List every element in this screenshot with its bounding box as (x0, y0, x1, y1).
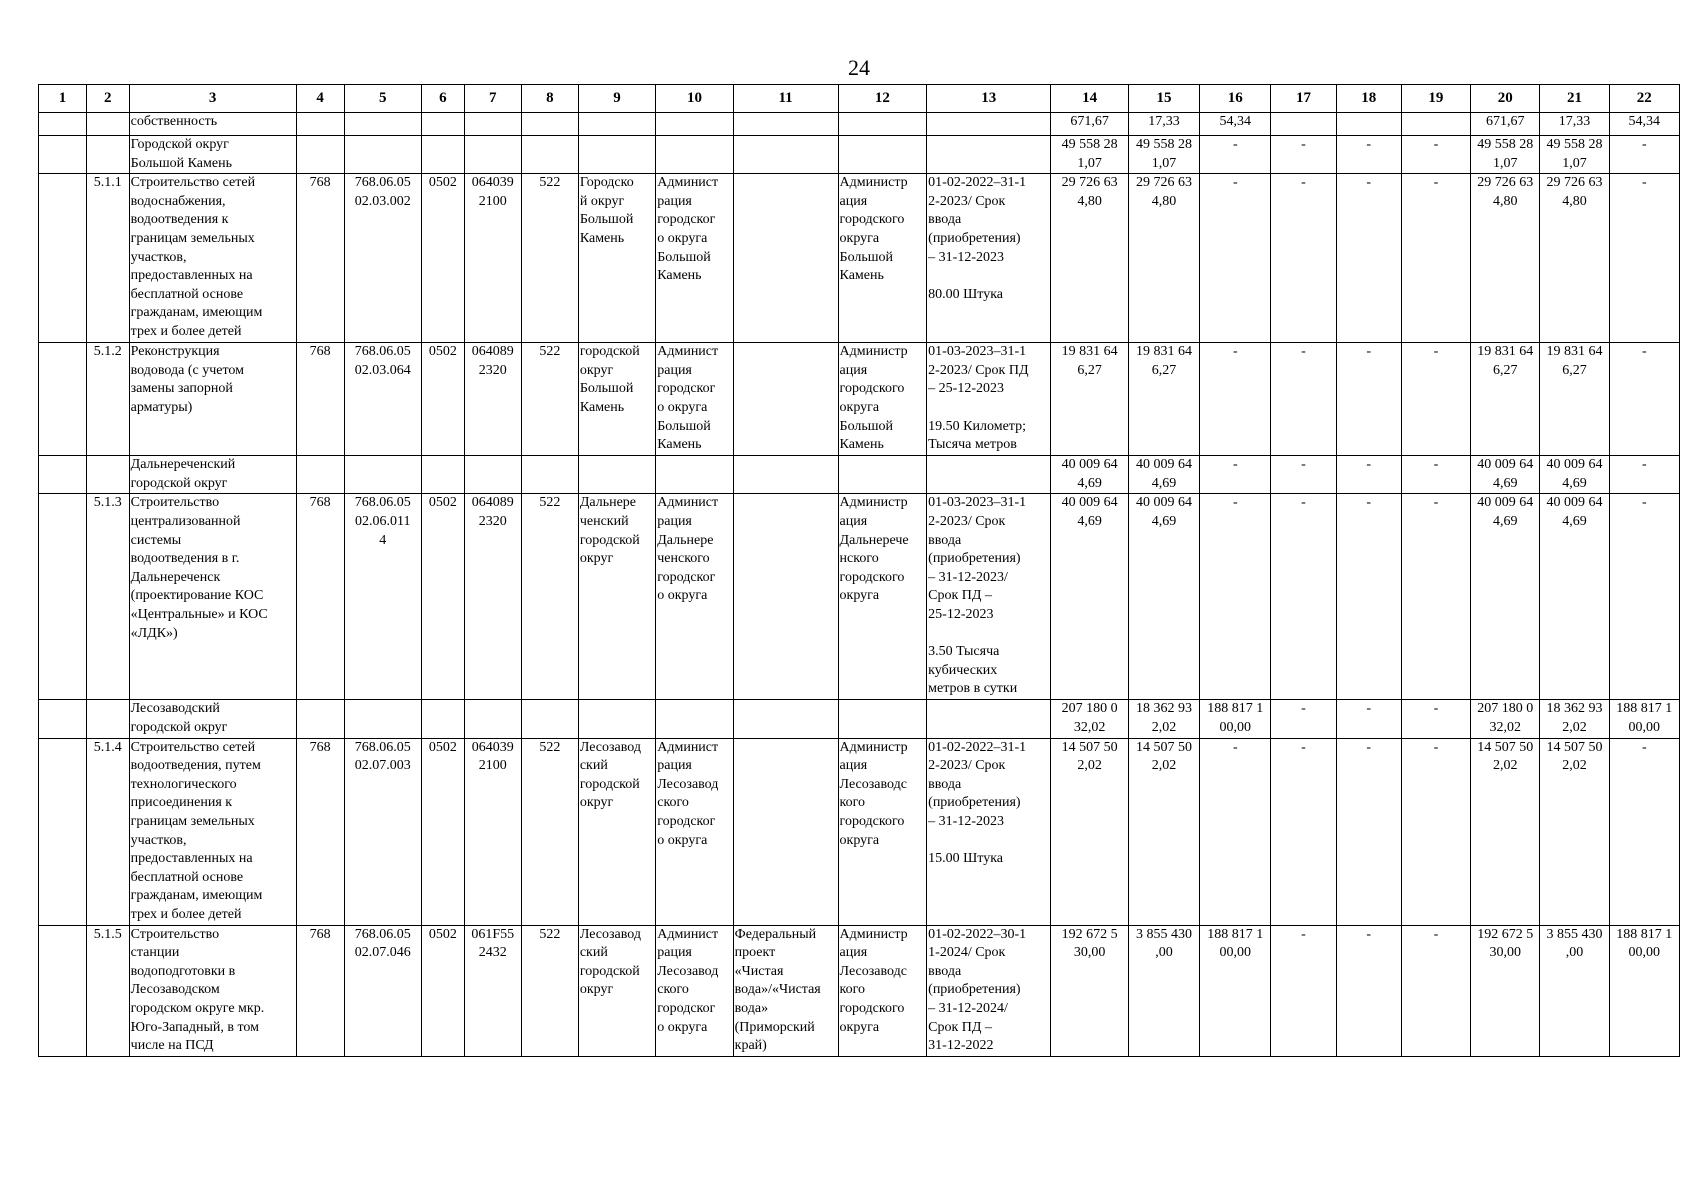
table-cell-col-11 (733, 738, 838, 925)
table-cell-col-6: 0502 (421, 174, 464, 343)
table-cell-col-1 (39, 456, 87, 494)
table-cell-col-18: - (1336, 343, 1401, 456)
table-cell-col-20: 19 831 64 6,27 (1471, 343, 1540, 456)
table-cell-col-9 (578, 136, 655, 174)
table-cell-col-16: 188 817 1 00,00 (1200, 700, 1271, 738)
table-cell-col-15: 17,33 (1128, 113, 1199, 136)
table-cell-col-22: - (1609, 174, 1679, 343)
table-cell-col-13: 01-03-2023–31-1 2-2023/ Срок ПД – 25-12-2023 19.50 Километр; Тысяча метров (927, 343, 1051, 456)
table-cell-col-22: 188 817 1 00,00 (1609, 700, 1679, 738)
table-cell-col-7 (464, 136, 521, 174)
table-cell-col-8: 522 (521, 343, 578, 456)
table-cell-col-20: 40 009 64 4,69 (1471, 494, 1540, 700)
table-cell-col-7: 064039 2100 (464, 738, 521, 925)
table-cell-col-11 (733, 700, 838, 738)
table-cell-col-20: 207 180 0 32,02 (1471, 700, 1540, 738)
table-cell-col-18: - (1336, 738, 1401, 925)
table-cell-col-15: 49 558 28 1,07 (1128, 136, 1199, 174)
table-cell-col-10: Админист рация Лесозавод ского городског о округа (656, 738, 733, 925)
table-cell-col-19: - (1401, 925, 1470, 1056)
page-number: 24 (848, 55, 870, 80)
table-row (39, 700, 1680, 738)
column-header: 8 (521, 85, 578, 113)
table-cell-col-10: Админист рация городског о округа Большой Камень (656, 174, 733, 343)
table-cell-col-13: 01-02-2022–31-1 2-2023/ Срок ввода (приобретения) – 31-12-2023 15.00 Штука (927, 738, 1051, 925)
table-cell-col-12 (838, 456, 927, 494)
table-cell-col-3: Строительство сетей водоснабжения, водоотведения к границам земельных участков, предоставленных на бесплатной основе гражданам, имеющим трех и более детей (129, 174, 296, 343)
column-header: 7 (464, 85, 521, 113)
table-cell-col-22: - (1609, 494, 1679, 700)
table-cell-col-6 (421, 136, 464, 174)
table-cell-col-18: - (1336, 925, 1401, 1056)
table-cell-col-12: Администр ация городского округа Большой Камень (838, 174, 927, 343)
column-header: 11 (733, 85, 838, 113)
table-cell-col-14: 40 009 64 4,69 (1051, 494, 1128, 700)
table-cell-col-14: 19 831 64 6,27 (1051, 343, 1128, 456)
table-cell-col-16: - (1200, 456, 1271, 494)
table-cell-col-8: 522 (521, 174, 578, 343)
table-cell-col-17: - (1271, 494, 1336, 700)
table-cell-col-1 (39, 343, 87, 456)
column-header: 20 (1471, 85, 1540, 113)
table-row (39, 494, 1680, 700)
table-cell-col-4: 768 (296, 738, 344, 925)
column-header: 22 (1609, 85, 1679, 113)
table-cell-col-22: - (1609, 738, 1679, 925)
column-header: 21 (1540, 85, 1609, 113)
table-row (39, 174, 1680, 343)
table-cell-col-7 (464, 113, 521, 136)
table-cell-col-16: - (1200, 494, 1271, 700)
table-cell-col-18: - (1336, 456, 1401, 494)
table-body (39, 113, 1680, 1057)
table-cell-col-15: 40 009 64 4,69 (1128, 494, 1199, 700)
table-cell-col-6: 0502 (421, 738, 464, 925)
table-cell-col-7: 064089 2320 (464, 494, 521, 700)
table-cell-col-2: 5.1.1 (86, 174, 129, 343)
table-cell-col-6 (421, 113, 464, 136)
table-cell-col-17: - (1271, 925, 1336, 1056)
header-row (39, 85, 1680, 113)
table-cell-col-2 (86, 113, 129, 136)
table-cell-col-11 (733, 343, 838, 456)
table-cell-col-15: 18 362 93 2,02 (1128, 700, 1199, 738)
table-cell-col-1 (39, 174, 87, 343)
column-header: 19 (1401, 85, 1470, 113)
table-cell-col-19: - (1401, 494, 1470, 700)
table-cell-col-20: 29 726 63 4,80 (1471, 174, 1540, 343)
table-cell-col-9 (578, 456, 655, 494)
table-cell-col-6: 0502 (421, 343, 464, 456)
table-cell-col-18 (1336, 113, 1401, 136)
table-cell-col-21: 3 855 430 ,00 (1540, 925, 1609, 1056)
table-cell-col-11 (733, 113, 838, 136)
column-header: 10 (656, 85, 733, 113)
table-cell-col-17: - (1271, 343, 1336, 456)
table-cell-col-11 (733, 494, 838, 700)
table-cell-col-2: 5.1.2 (86, 343, 129, 456)
column-header: 13 (927, 85, 1051, 113)
table-cell-col-11 (733, 174, 838, 343)
table-cell-col-15: 29 726 63 4,80 (1128, 174, 1199, 343)
table-row (39, 343, 1680, 456)
table-cell-col-2 (86, 700, 129, 738)
table-cell-col-18: - (1336, 174, 1401, 343)
table-cell-col-5: 768.06.05 02.07.003 (344, 738, 421, 925)
table-cell-col-12 (838, 700, 927, 738)
table-cell-col-21: 40 009 64 4,69 (1540, 456, 1609, 494)
table-cell-col-15: 14 507 50 2,02 (1128, 738, 1199, 925)
table-cell-col-21: 14 507 50 2,02 (1540, 738, 1609, 925)
table-cell-col-13 (927, 700, 1051, 738)
table-cell-col-10 (656, 456, 733, 494)
table-cell-col-18: - (1336, 136, 1401, 174)
table-cell-col-7: 064039 2100 (464, 174, 521, 343)
table-cell-col-18: - (1336, 700, 1401, 738)
table-row (39, 738, 1680, 925)
table-cell-col-3: Строительство централизованной системы водоотведения в г. Дальнереченск (проектирование КОС «Центральные» и КОС «ЛДК») (129, 494, 296, 700)
table-cell-col-9: городской округ Большой Камень (578, 343, 655, 456)
table-cell-col-17: - (1271, 738, 1336, 925)
table-cell-col-5 (344, 700, 421, 738)
table-cell-col-22: 188 817 1 00,00 (1609, 925, 1679, 1056)
table-cell-col-10 (656, 136, 733, 174)
table-cell-col-14: 49 558 28 1,07 (1051, 136, 1128, 174)
table-cell-col-8 (521, 700, 578, 738)
column-header: 3 (129, 85, 296, 113)
table-cell-col-22: - (1609, 343, 1679, 456)
table-cell-col-8 (521, 136, 578, 174)
table-cell-col-6: 0502 (421, 494, 464, 700)
column-header: 18 (1336, 85, 1401, 113)
table-cell-col-5: 768.06.05 02.06.011 4 (344, 494, 421, 700)
table-cell-col-7 (464, 456, 521, 494)
table-cell-col-8 (521, 456, 578, 494)
table-cell-col-11 (733, 136, 838, 174)
table-cell-col-4 (296, 113, 344, 136)
table-cell-col-16: 54,34 (1200, 113, 1271, 136)
table-cell-col-21: 17,33 (1540, 113, 1609, 136)
table-cell-col-13 (927, 136, 1051, 174)
table-cell-col-19: - (1401, 456, 1470, 494)
table-row (39, 136, 1680, 174)
table-cell-col-14: 29 726 63 4,80 (1051, 174, 1128, 343)
table-cell-col-7: 064089 2320 (464, 343, 521, 456)
table-cell-col-3: Строительство сетей водоотведения, путем технологического присоединения к границам земельных участков, предоставленных на бесплатной основе гражданам, имеющим трех и более детей (129, 738, 296, 925)
budget-table (38, 84, 1680, 1057)
table-cell-col-17 (1271, 113, 1336, 136)
table-cell-col-13 (927, 113, 1051, 136)
table-cell-col-5 (344, 136, 421, 174)
table-cell-col-12 (838, 136, 927, 174)
table-cell-col-10 (656, 700, 733, 738)
table-cell-col-9 (578, 700, 655, 738)
table-cell-col-14: 14 507 50 2,02 (1051, 738, 1128, 925)
table-cell-col-6: 0502 (421, 925, 464, 1056)
table-cell-col-2 (86, 456, 129, 494)
table-cell-col-19: - (1401, 700, 1470, 738)
table-cell-col-1 (39, 113, 87, 136)
table-cell-col-16: 188 817 1 00,00 (1200, 925, 1271, 1056)
table-cell-col-11 (733, 456, 838, 494)
table-cell-col-9: Лесозавод ский городской округ (578, 925, 655, 1056)
table-cell-col-4: 768 (296, 925, 344, 1056)
table-cell-col-5 (344, 456, 421, 494)
table-cell-col-16: - (1200, 174, 1271, 343)
table-cell-col-1 (39, 925, 87, 1056)
table-cell-col-1 (39, 136, 87, 174)
table-cell-col-16: - (1200, 343, 1271, 456)
table-cell-col-12: Администр ация городского округа Большой Камень (838, 343, 927, 456)
table-cell-col-10: Админист рация Лесозавод ского городског о округа (656, 925, 733, 1056)
table-cell-col-4 (296, 456, 344, 494)
table-cell-col-21: 19 831 64 6,27 (1540, 343, 1609, 456)
table-cell-col-13 (927, 456, 1051, 494)
table-cell-col-1 (39, 494, 87, 700)
table-cell-col-19: - (1401, 174, 1470, 343)
table-cell-col-16: - (1200, 738, 1271, 925)
table-cell-col-19 (1401, 113, 1470, 136)
table-cell-col-20: 671,67 (1471, 113, 1540, 136)
table-cell-col-20: 192 672 5 30,00 (1471, 925, 1540, 1056)
column-header: 1 (39, 85, 87, 113)
column-header: 5 (344, 85, 421, 113)
table-cell-col-19: - (1401, 343, 1470, 456)
table-cell-col-13: 01-03-2023–31-1 2-2023/ Срок ввода (приобретения) – 31-12-2023/ Срок ПД – 25-12-2023 3.50 Тысяча кубических метров в сутки (927, 494, 1051, 700)
table-cell-col-4 (296, 136, 344, 174)
table-row (39, 925, 1680, 1056)
table-cell-col-14: 40 009 64 4,69 (1051, 456, 1128, 494)
table-cell-col-20: 49 558 28 1,07 (1471, 136, 1540, 174)
table-cell-col-11: Федеральный проект «Чистая вода»/«Чистая вода» (Приморский край) (733, 925, 838, 1056)
column-header: 12 (838, 85, 927, 113)
table-cell-col-13: 01-02-2022–31-1 2-2023/ Срок ввода (приобретения) – 31-12-2023 80.00 Штука (927, 174, 1051, 343)
table-cell-col-4: 768 (296, 174, 344, 343)
table-cell-col-9: Лесозавод ский городской округ (578, 738, 655, 925)
column-header: 6 (421, 85, 464, 113)
table-cell-col-6 (421, 456, 464, 494)
table-cell-col-20: 14 507 50 2,02 (1471, 738, 1540, 925)
table-cell-col-5: 768.06.05 02.03.002 (344, 174, 421, 343)
table-cell-col-22: - (1609, 136, 1679, 174)
table-cell-col-9 (578, 113, 655, 136)
table-cell-col-9: Городско й округ Большой Камень (578, 174, 655, 343)
table-cell-col-4 (296, 700, 344, 738)
table-cell-col-12: Администр ация Лесозаводс кого городского округа (838, 738, 927, 925)
table-cell-col-13: 01-02-2022–30-1 1-2024/ Срок ввода (приобретения) – 31-12-2024/ Срок ПД – 31-12-2022 (927, 925, 1051, 1056)
table-cell-col-8: 522 (521, 925, 578, 1056)
table-cell-col-2: 5.1.5 (86, 925, 129, 1056)
table-cell-col-2: 5.1.4 (86, 738, 129, 925)
table-cell-col-3: собственность (129, 113, 296, 136)
table-cell-col-18: - (1336, 494, 1401, 700)
table-cell-col-21: 40 009 64 4,69 (1540, 494, 1609, 700)
column-header: 15 (1128, 85, 1199, 113)
table-cell-col-10: Админист рация Дальнере ченского городског о округа (656, 494, 733, 700)
table-cell-col-3: Реконструкция водовода (с учетом замены запорной арматуры) (129, 343, 296, 456)
table-cell-col-17: - (1271, 456, 1336, 494)
table-cell-col-3: Лесозаводский городской округ (129, 700, 296, 738)
table-cell-col-17: - (1271, 700, 1336, 738)
table-cell-col-16: - (1200, 136, 1271, 174)
table-cell-col-7: 061F55 2432 (464, 925, 521, 1056)
table-cell-col-21: 18 362 93 2,02 (1540, 700, 1609, 738)
table-cell-col-12: Администр ация Дальнерече нского городского округа (838, 494, 927, 700)
table-cell-col-22: 54,34 (1609, 113, 1679, 136)
table-cell-col-3: Дальнереченский городской округ (129, 456, 296, 494)
table-cell-col-4: 768 (296, 494, 344, 700)
table-cell-col-14: 207 180 0 32,02 (1051, 700, 1128, 738)
table-cell-col-9: Дальнере ченский городской округ (578, 494, 655, 700)
table-cell-col-3: Городской округ Большой Камень (129, 136, 296, 174)
table-cell-col-21: 29 726 63 4,80 (1540, 174, 1609, 343)
table-cell-col-15: 3 855 430 ,00 (1128, 925, 1199, 1056)
column-header: 14 (1051, 85, 1128, 113)
column-header: 4 (296, 85, 344, 113)
table-cell-col-15: 40 009 64 4,69 (1128, 456, 1199, 494)
table-cell-col-2: 5.1.3 (86, 494, 129, 700)
table-row (39, 456, 1680, 494)
table-cell-col-6 (421, 700, 464, 738)
table-cell-col-21: 49 558 28 1,07 (1540, 136, 1609, 174)
table-cell-col-5 (344, 113, 421, 136)
table-cell-col-17: - (1271, 136, 1336, 174)
table-cell-col-2 (86, 136, 129, 174)
table-cell-col-12 (838, 113, 927, 136)
column-header: 17 (1271, 85, 1336, 113)
table-cell-col-20: 40 009 64 4,69 (1471, 456, 1540, 494)
column-header: 2 (86, 85, 129, 113)
column-header: 9 (578, 85, 655, 113)
table-cell-col-19: - (1401, 738, 1470, 925)
table-cell-col-14: 192 672 5 30,00 (1051, 925, 1128, 1056)
table-cell-col-14: 671,67 (1051, 113, 1128, 136)
table-cell-col-10: Админист рация городског о округа Большой Камень (656, 343, 733, 456)
table-cell-col-15: 19 831 64 6,27 (1128, 343, 1199, 456)
table-cell-col-5: 768.06.05 02.07.046 (344, 925, 421, 1056)
table-cell-col-1 (39, 700, 87, 738)
table-cell-col-1 (39, 738, 87, 925)
table-cell-col-3: Строительство станции водоподготовки в Лесозаводском городском округе мкр. Юго-Западный, в том числе на ПСД (129, 925, 296, 1056)
table-cell-col-8: 522 (521, 494, 578, 700)
table-cell-col-4: 768 (296, 343, 344, 456)
table-cell-col-19: - (1401, 136, 1470, 174)
table-cell-col-7 (464, 700, 521, 738)
table-cell-col-5: 768.06.05 02.03.064 (344, 343, 421, 456)
table-cell-col-10 (656, 113, 733, 136)
table-cell-col-12: Администр ация Лесозаводс кого городского округа (838, 925, 927, 1056)
table-cell-col-8: 522 (521, 738, 578, 925)
table-cell-col-8 (521, 113, 578, 136)
table-cell-col-17: - (1271, 174, 1336, 343)
column-header: 16 (1200, 85, 1271, 113)
table-cell-col-22: - (1609, 456, 1679, 494)
table-row (39, 113, 1680, 136)
